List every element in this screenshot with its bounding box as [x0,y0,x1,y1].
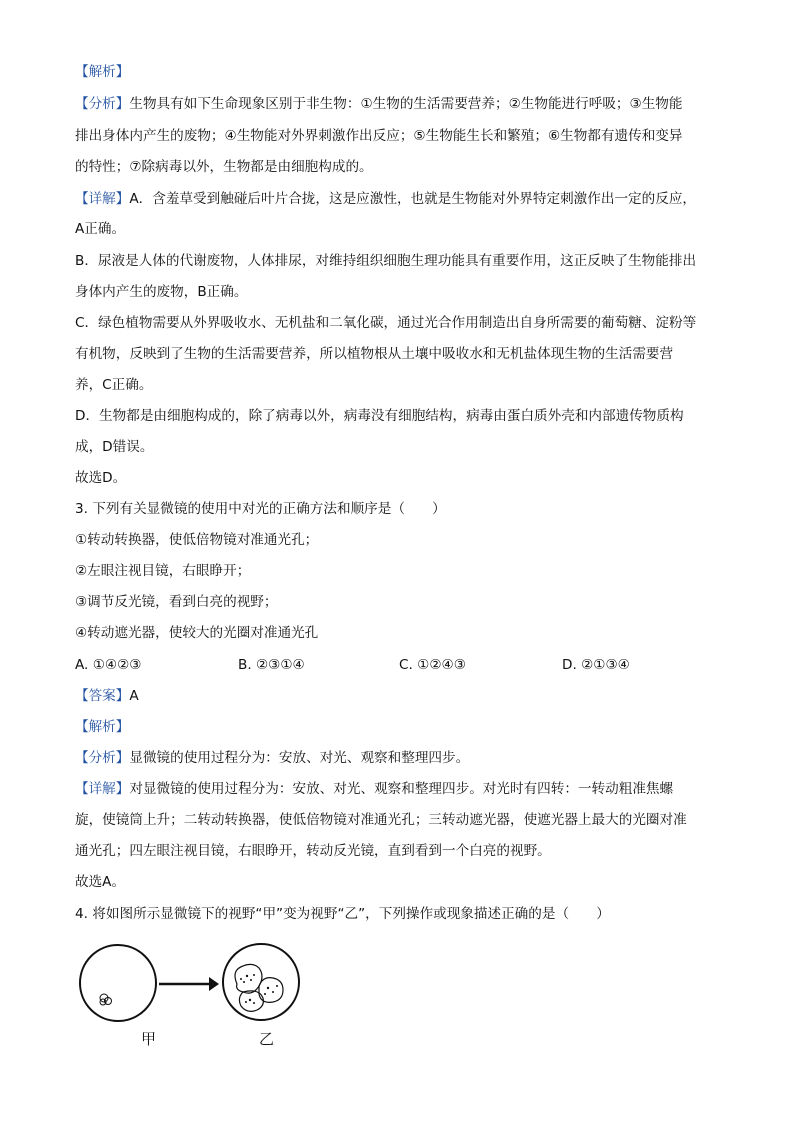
conclusion: 故选A。 [75,874,126,890]
analysis-line [75,748,469,768]
label-jia: 甲 [141,1030,157,1048]
option-b: B. ②③①④ [238,657,305,673]
field-jia-circle [80,945,156,1021]
detail-line: A正确。 [75,221,126,237]
detail-line: 有机物，反映到了生物的生活需要营养，所以植物根从土壤中吸收水和无机盐体现生物的生活需要营 [75,346,674,362]
fenxi-tag: 【分析】 [75,750,130,766]
detail-line [75,779,673,799]
analysis-line: 排出身体内产生的废物；④生物能对外界刺激作出反应；⑤生物能生长和繁殖；⑥生物都有遗传和变异 [75,128,683,144]
detail-line: 旋，使镜筒上升；二转动转换器，使低倍物镜对准通光孔；三转动遮光器，使遮光器上最大的光圈对准 [75,812,687,828]
detail-line: C．绿色植物需要从外界吸收水、无机盐和二氧化碳，通过光合作用制造出自身所需要的葡萄糖、淀粉等 [75,315,697,331]
field-of-view-diagram [75,940,315,1050]
question-stem: 4. 将如图所示显微镜下的视野“甲”变为视野“乙”，下列操作或现象描述正确的是（ ） [75,906,610,922]
detail-text: A．含羞草受到触碰后叶片合拢，这是应激性，也就是生物能对外界特定刺激作出一定的反应， [129,191,697,207]
large-cells-icon [235,964,283,1011]
analysis-heading: 【解析】 [75,64,130,80]
label-yi: 乙 [259,1030,275,1048]
analysis-line: 的特性；⑦除病毒以外，生物都是由细胞构成的。 [75,159,373,175]
daan-tag: 【答案】 [75,688,130,704]
fenxi-tag: 【分析】 [75,96,130,112]
detail-line: 通光孔；四左眼注视目镜，右眼睁开，转动反光镜，直到看到一个白亮的视野。 [75,843,551,859]
detail-line: D．生物都是由细胞构成的，除了病毒以外，病毒没有细胞结构，病毒由蛋白质外壳和内部遗传物质构 [75,408,684,424]
xiangjie-tag: 【详解】 [75,191,130,207]
detail-line: 成，D错误。 [75,439,154,455]
detail-line: 身体内产生的废物，B正确。 [75,284,248,300]
detail-line [75,189,696,209]
analysis-line [75,94,683,114]
microscope-figure [75,940,315,1050]
analysis-text: 生物具有如下生命现象区别于非生物：①生物的生活需要营养；②生物能进行呼吸；③生物能 [129,96,683,112]
option-a: A. ①④②③ [75,657,142,673]
question-item: ④转动遮光器，使较大的光圈对准通光孔 [75,625,319,641]
answer-value: A [129,688,139,704]
question-item: ①转动转换器，使低倍物镜对准通光孔； [75,532,319,548]
answer-line [75,686,139,706]
detail-text: 对显微镜的使用过程分为：安放、对光、观察和整理四步。对光时有四转：一转动粗准焦螺 [129,781,674,797]
conclusion: 故选D。 [75,470,127,486]
option-c: C. ①②④③ [399,657,466,673]
question-stem: 3. 下列有关显微镜的使用中对光的正确方法和顺序是（ ） [75,501,446,517]
small-cells-icon [100,994,112,1005]
analysis-text: 显微镜的使用过程分为：安放、对光、观察和整理四步。 [129,750,470,766]
xiangjie-tag: 【详解】 [75,781,130,797]
arrow-head-icon [209,977,219,991]
detail-line: 养，C正确。 [75,377,153,393]
question-item: ③调节反光镜，看到白亮的视野； [75,594,278,610]
detail-line: B．尿液是人体的代谢废物，人体排尿，对维持组织细胞生理功能具有重要作用，这正反映了生物能排出 [75,253,697,269]
option-d: D. ②①③④ [562,657,630,673]
analysis-heading: 【解析】 [75,719,130,735]
question-item: ②左眼注视目镜，右眼睁开； [75,563,251,579]
